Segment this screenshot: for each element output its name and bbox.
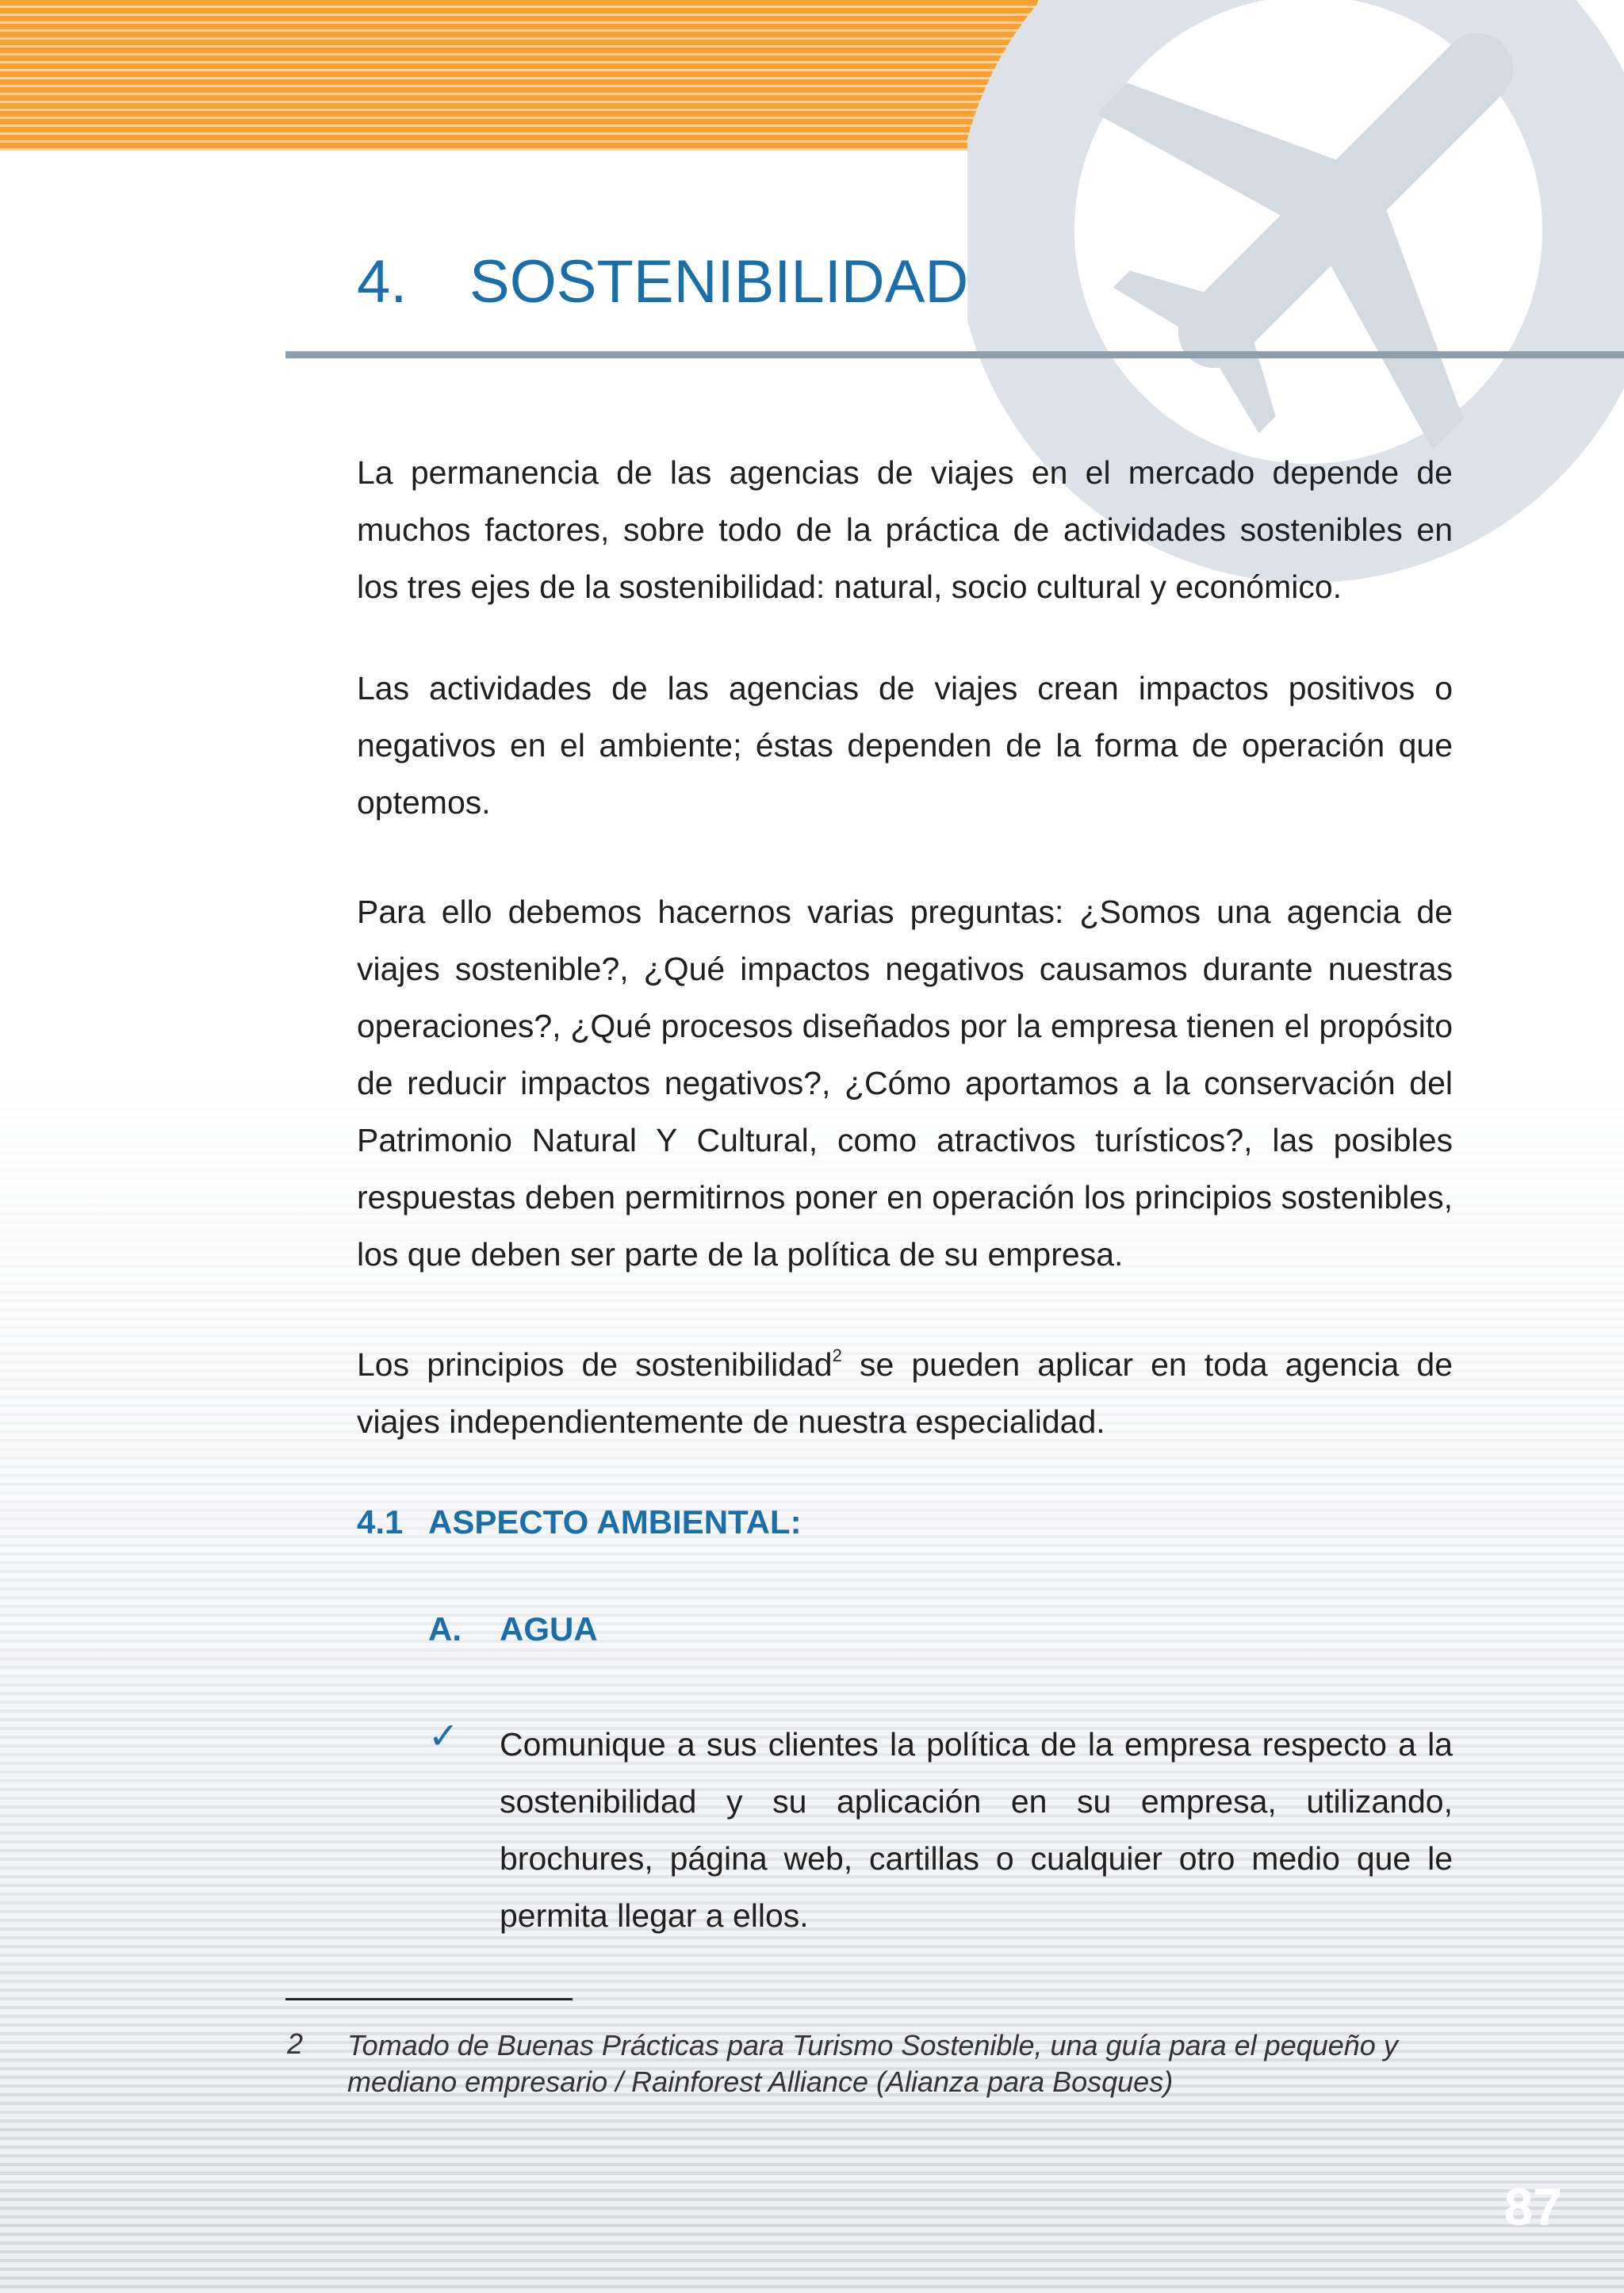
paragraph-impactos: Las actividades de las agencias de viajes crean impactos positivos o negativos en el ambiente; éstas dependen de la forma de operación que optemos. (357, 670, 1453, 821)
subsection-letter: A. (428, 1610, 462, 1648)
chapter-heading (357, 247, 968, 316)
chapter-number: 4. (357, 248, 408, 316)
chapter-title: SOSTENIBILIDAD (469, 248, 969, 316)
bullet-item: Comunique a sus clientes la política de la empresa respecto a la sostenibilidad y su aplicación en su empresa, utilizando, brochures, página web, cartillas o cualquier otro medio que le permita llegar a ellos. (500, 1726, 1453, 1934)
section-title: ASPECTO AMBIENTAL: (428, 1503, 802, 1541)
paragraph-permanencia: La permanencia de las agencias de viajes en el mercado depende de muchos factores, sobre todo de la práctica de actividades sostenibles en los tres ejes de la sostenibilidad: natural, socio cultural y económico. (357, 454, 1453, 605)
footnote-marker: 2 (287, 2027, 304, 2060)
page-number: 87 (1503, 2177, 1562, 2236)
paragraph-principios (357, 1336, 1453, 1450)
footnote-text: Tomado de Buenas Prácticas para Turismo Sostenible, una guía para el pequeño y mediano empresario / Rainforest Alliance (Alianza para Bosques) (347, 2029, 1398, 2098)
heading-rule (285, 351, 1624, 358)
section-number: 4.1 (357, 1503, 404, 1541)
footnote-rule (285, 1998, 573, 2000)
section-heading (357, 1503, 802, 1541)
footnote-reference: 2 (832, 1346, 842, 1365)
header-stripes (0, 0, 1039, 151)
paragraph-preguntas: Para ello debemos hacernos varias preguntas: ¿Somos una agencia de viajes sostenible?, ¿Qué impactos negativos causamos durante nuestras operaciones?, ¿Qué procesos diseñados por la empresa tienen el propósito de reducir impactos negativos?, ¿Cómo aportamos a la conservación del Patrimonio Natural Y Cultural, como atractivos turísticos?, las posibles respuestas deben permitirnos poner en operación los principios sostenibles, los que deben ser parte de la política de su empresa. (357, 894, 1453, 1273)
check-icon: ✓ (428, 1714, 459, 1757)
paragraph-principios-end: se pueden aplicar en toda agencia de viajes independientemente de nuestra especialidad. (357, 1346, 1453, 1440)
subsection-heading (428, 1610, 598, 1648)
subsection-title: AGUA (500, 1610, 598, 1648)
paragraph-principios-start: Los principios de sostenibilidad (357, 1346, 833, 1383)
